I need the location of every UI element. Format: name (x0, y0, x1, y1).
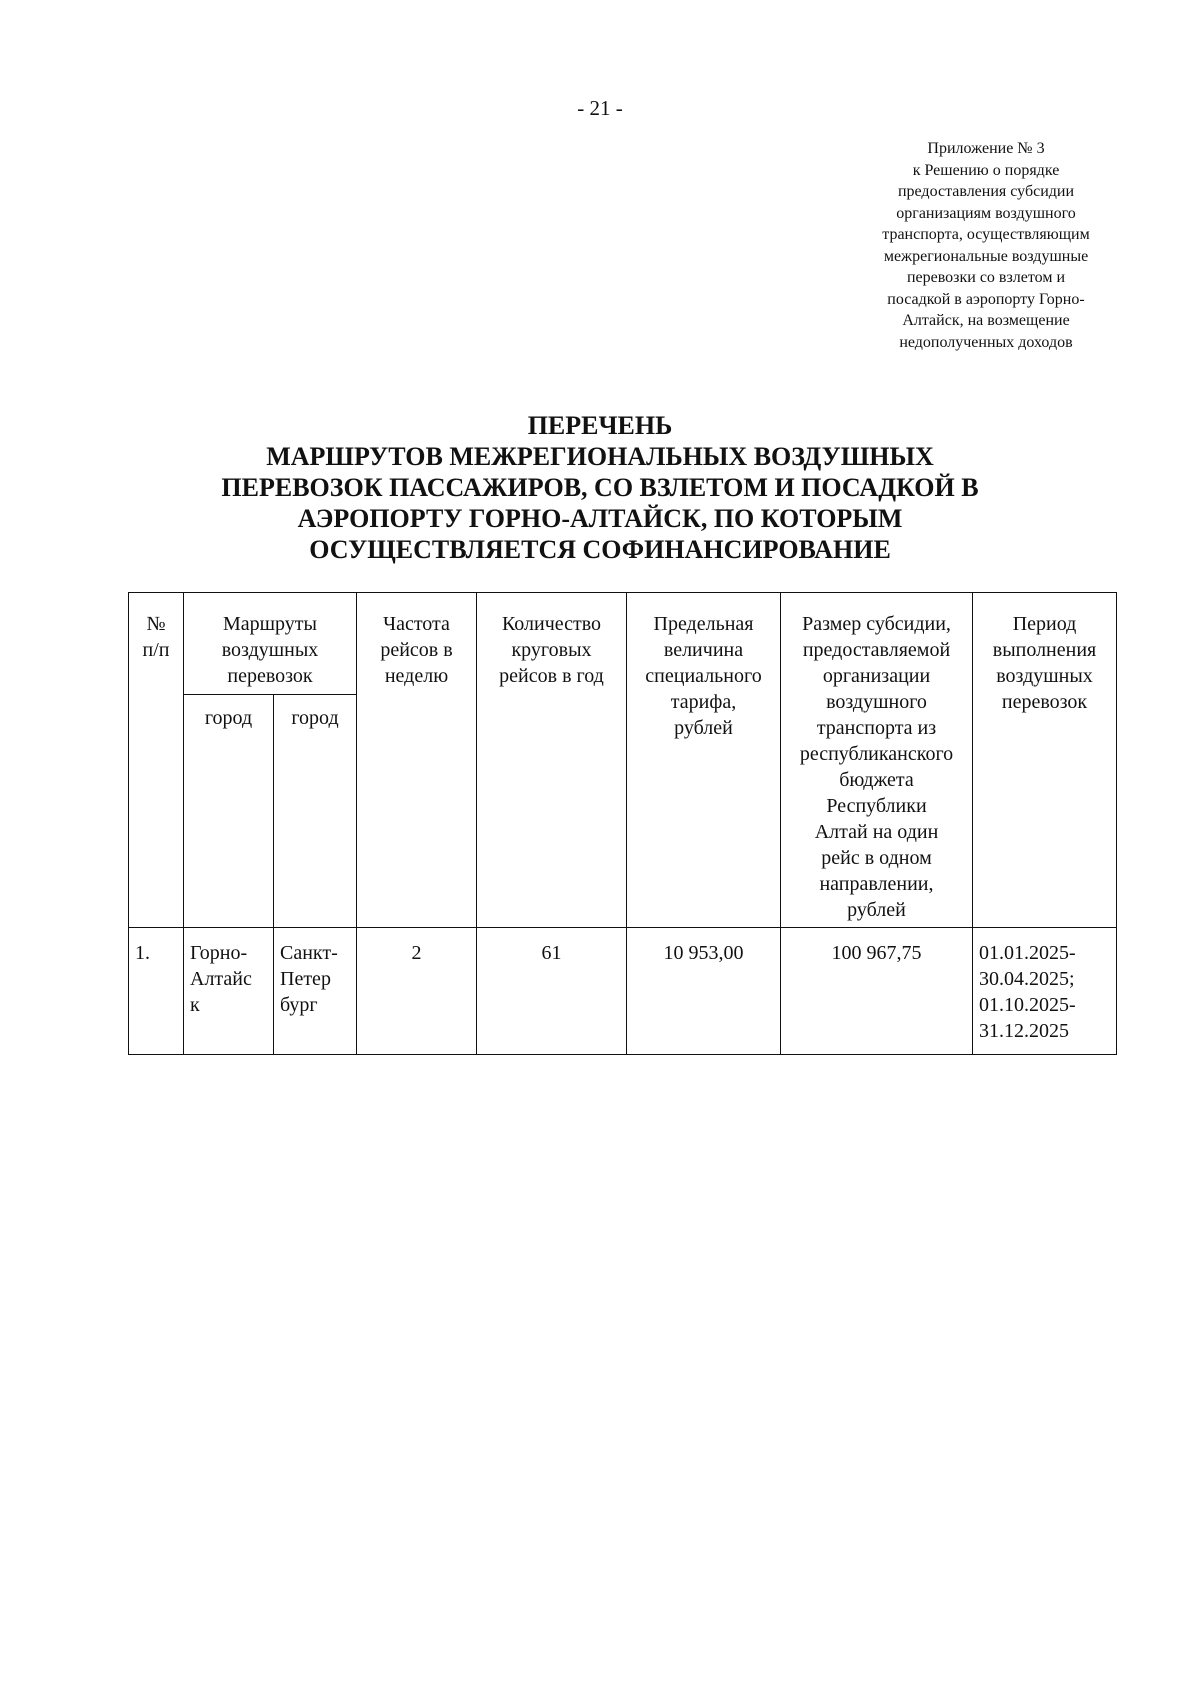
header-num: № п/п (129, 593, 184, 928)
header-city-to: город (274, 695, 357, 928)
cell-tariff: 10 953,00 (627, 928, 781, 1055)
title-line: ОСУЩЕСТВЛЯЕТСЯ СОФИНАНСИРОВАНИЕ (309, 535, 891, 564)
header-subsidy: Размер субсидии, предоставляемой организации воздушного транспорта из республиканского бюджета Республики Алтай на один рейс в одном направлении, рублей (781, 593, 973, 928)
header-routes: Маршруты воздушных перевозок (184, 593, 357, 695)
cell-period: 01.01.2025- 30.04.2025; 01.10.2025- 31.12.2025 (973, 928, 1117, 1055)
title-line: АЭРОПОРТУ ГОРНО-АЛТАЙСК, ПО КОТОРЫМ (297, 504, 903, 533)
header-city-from: город (184, 695, 274, 928)
appendix-line: к Решению о порядке (912, 161, 1060, 179)
header-frequency: Частота рейсов в неделю (357, 593, 477, 928)
cell-num: 1. (129, 928, 184, 1055)
cell-city-from: Горно- Алтайс к (184, 928, 274, 1055)
cell-city-to: Санкт- Петер бург (274, 928, 357, 1055)
header-period: Период выполнения воздушных перевозок (973, 593, 1117, 928)
appendix-line: посадкой в аэропорту Горно- (887, 290, 1085, 308)
table-row (129, 928, 1117, 1055)
appendix-line: Алтайск, на возмещение (902, 312, 1070, 329)
document-title (0, 410, 1200, 565)
title-line: МАРШРУТОВ МЕЖРЕГИОНАЛЬНЫХ ВОЗДУШНЫХ (266, 442, 934, 471)
header-tariff: Предельная величина специального тарифа, рублей (627, 593, 781, 928)
routes-table (128, 592, 1117, 1055)
appendix-line: организациям воздушного (896, 204, 1076, 222)
appendix-line: Приложение № 3 (927, 140, 1045, 157)
cell-round-trips: 61 (477, 928, 627, 1055)
appendix-line: предоставления субсидии (897, 183, 1075, 200)
appendix-line: недополученных доходов (899, 333, 1073, 351)
appendix-line: межрегиональные воздушные (883, 247, 1089, 265)
cell-subsidy: 100 967,75 (781, 928, 973, 1055)
table-header-row (129, 593, 1117, 695)
appendix-reference (850, 138, 1122, 353)
appendix-line: транспорта, осуществляющим (882, 226, 1090, 243)
header-round-trips: Количество круговых рейсов в год (477, 593, 627, 928)
page-number: - 21 - (577, 96, 623, 120)
title-line: ПЕРЕЧЕНЬ (527, 411, 673, 440)
cell-frequency: 2 (357, 928, 477, 1055)
title-line: ПЕРЕВОЗОК ПАССАЖИРОВ, СО ВЗЛЕТОМ И ПОСАДКОЙ В (221, 473, 979, 502)
appendix-line: перевозки со взлетом и (906, 269, 1066, 286)
